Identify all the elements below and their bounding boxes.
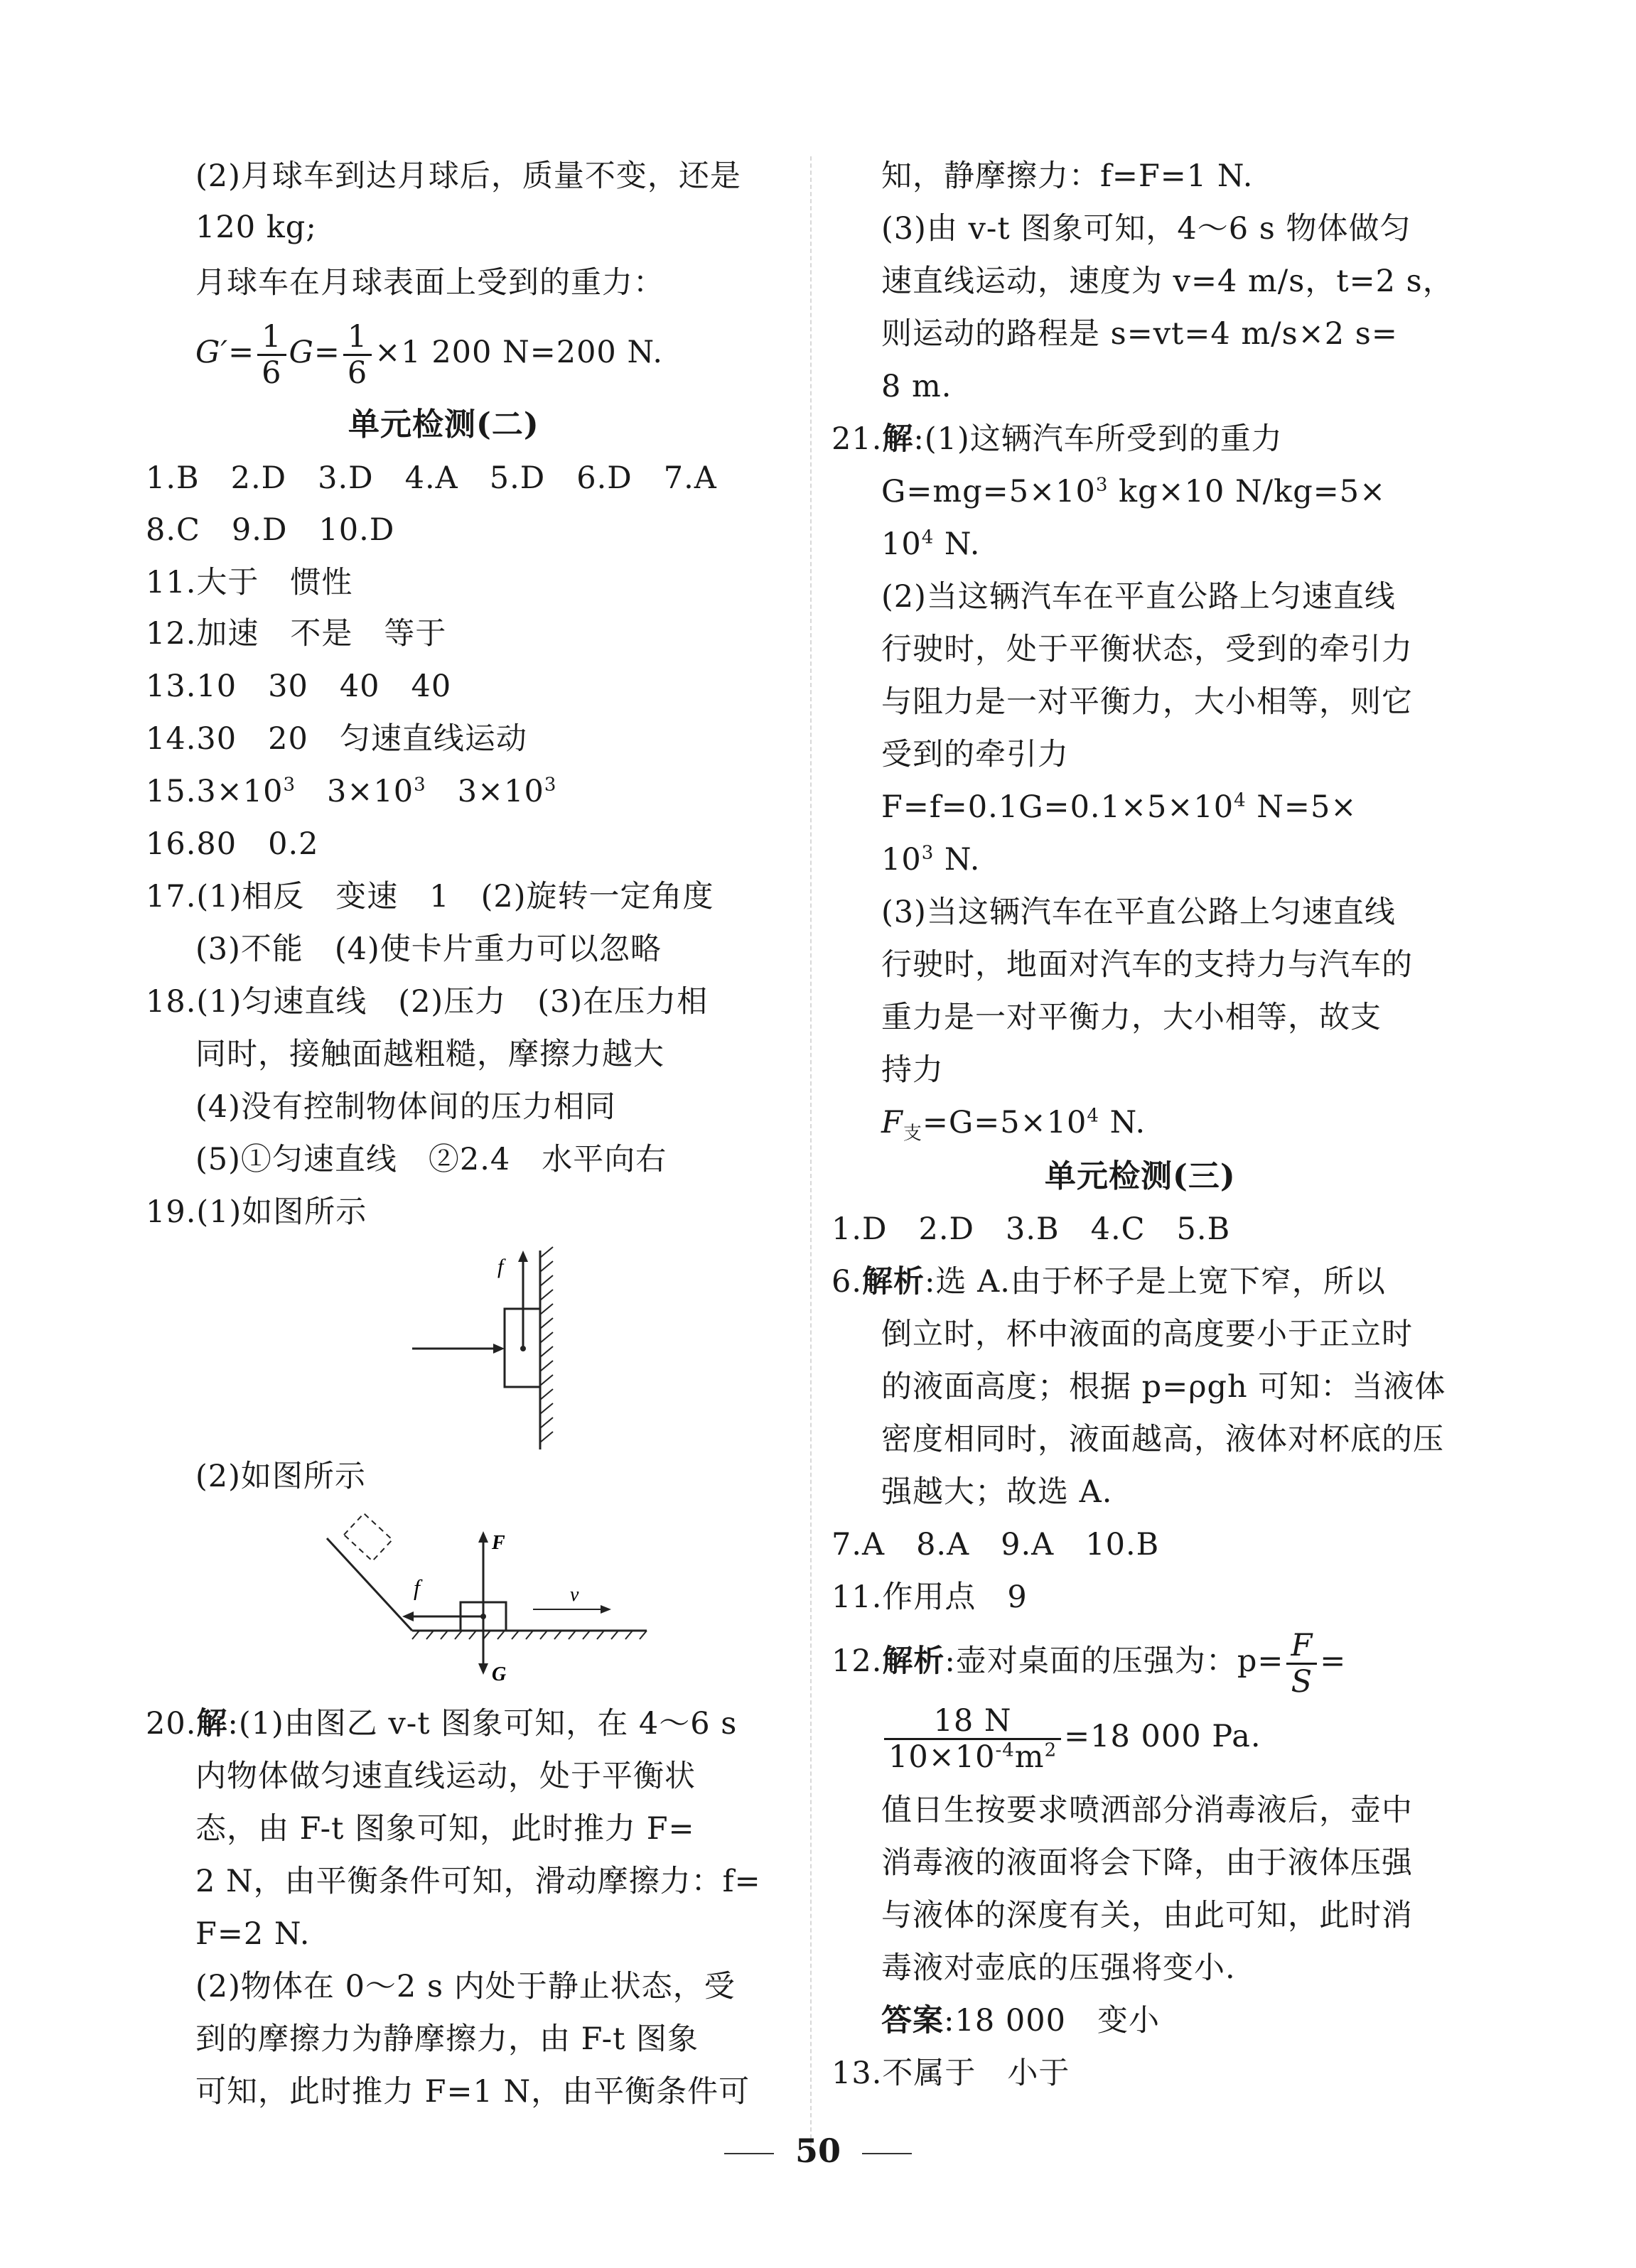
arrowhead <box>402 1611 414 1621</box>
fraction-numerator: F <box>1286 1629 1317 1665</box>
answer-line <box>832 1260 1386 1303</box>
answer-line: 到的摩擦力为静摩擦力，由 F-t 图象 <box>195 2021 699 2057</box>
answer-line: 1.D 2.D 3.B 4.C 5.B <box>832 1211 1231 1247</box>
label-v: v <box>570 1584 579 1606</box>
answer-part: :(1)由图乙 v-t 图象可知，在 4～6 s <box>227 1706 738 1742</box>
answer-line: (2)如图所示 <box>195 1459 366 1494</box>
fraction-denominator: 6 <box>347 355 368 391</box>
answer-line <box>832 418 1283 460</box>
right-column <box>810 0 1636 2268</box>
formula-gravity-moon <box>195 318 663 390</box>
question-number: 12. <box>832 1643 883 1679</box>
answer-line: 14.30 20 匀速直线运动 <box>146 721 527 757</box>
answer-part: F <box>881 1105 903 1140</box>
answer-line <box>881 523 980 566</box>
answer-part: 10 <box>881 526 922 562</box>
answer-line: (2)当这辆汽车在平直公路上匀速直线 <box>881 579 1396 615</box>
answer-part: 10 <box>881 842 922 878</box>
answer-line: 8 m. <box>881 369 952 404</box>
answer-line: (2)物体在 0～2 s 内处于静止状态，受 <box>195 1969 736 2004</box>
answer-part: F=f=0.1G=0.1×5×10 <box>881 789 1234 825</box>
force-diagram-incline <box>313 1510 654 1684</box>
exponent: 2 <box>1044 1739 1058 1761</box>
answer-line: 重力是一对平衡力，大小相等，故支 <box>881 1000 1382 1035</box>
answer-line: 7.A 8.A 9.A 10.B <box>832 1527 1160 1562</box>
answer-line: 同时，接触面越粗糙，摩擦力越大 <box>195 1037 664 1072</box>
answer-line: 密度相同时，液面越高，液体对杯底的压 <box>881 1422 1444 1457</box>
fraction-numerator: 1 <box>343 320 372 356</box>
answer-part: 15.3×10 <box>146 774 284 809</box>
answer-line: (5)①匀速直线 ②2.4 水平向右 <box>195 1142 667 1177</box>
answer-line: 则运动的路程是 s=vt=4 m/s×2 s= <box>881 316 1398 352</box>
label-f: f <box>497 1255 504 1278</box>
subscript: 支 <box>903 1123 922 1145</box>
answer-line: 内物体做匀速直线运动，处于平衡状 <box>195 1759 696 1794</box>
question-number: 6. <box>832 1264 863 1300</box>
fraction <box>884 1704 1061 1774</box>
wall-hatching <box>540 1247 553 1442</box>
fraction-denominator <box>884 1740 1061 1774</box>
answer-line: (3)当这辆汽车在平直公路上匀速直线 <box>881 895 1396 930</box>
answer-part: N. <box>934 842 981 878</box>
text-line: 120 kg; <box>195 210 317 245</box>
answer-line <box>881 1999 1160 2042</box>
answer-line <box>146 1702 737 1745</box>
exponent: 3 <box>921 842 935 864</box>
answer-line <box>881 786 1357 828</box>
answer-line: 与阻力是一对平衡力，大小相等，则它 <box>881 684 1413 720</box>
exponent: 4 <box>1234 789 1247 811</box>
fraction-numerator: 18 N <box>884 1704 1061 1740</box>
formula-part: ×1 200 N=200 N. <box>375 335 664 370</box>
label-f: f <box>414 1575 420 1600</box>
question-number: 21. <box>832 421 883 457</box>
answer-line: 2 N，由平衡条件可知，滑动摩擦力：f= <box>195 1864 761 1899</box>
dashed-block <box>344 1513 392 1561</box>
page-number <box>0 2132 1636 2170</box>
exponent: -4 <box>995 1739 1015 1761</box>
answer-part: =G=5×10 <box>922 1105 1087 1140</box>
fraction-denominator: 6 <box>262 355 282 391</box>
denominator-part: 10×10 <box>888 1739 996 1775</box>
page-number-dash <box>724 2153 774 2154</box>
answer-line: F=2 N. <box>195 1916 311 1952</box>
answer-part: = <box>1320 1643 1347 1679</box>
fraction <box>1286 1629 1317 1699</box>
answer-line: 18.(1)匀速直线 (2)压力 (3)在压力相 <box>146 984 709 1020</box>
answer-line: 12.加速 不是 等于 <box>146 616 447 652</box>
answer-line: 16.80 0.2 <box>146 826 319 862</box>
fraction <box>257 320 286 390</box>
answer-part: G=mg=5×10 <box>881 474 1096 509</box>
analysis-label: 解析 <box>862 1264 925 1300</box>
answer-line: 强越大；故选 A. <box>881 1474 1113 1510</box>
answer-line: 8.C 9.D 10.D <box>146 512 395 548</box>
answer-line: 11.大于 惯性 <box>146 565 353 600</box>
answer-line: (4)没有控制物体间的压力相同 <box>195 1089 616 1125</box>
exponent: 3 <box>414 774 426 796</box>
answer-line <box>146 770 556 813</box>
fraction <box>343 320 372 390</box>
answer-line: (3)由 v-t 图象可知，4～6 s 物体做匀 <box>881 211 1411 247</box>
answer-part: :18 000 变小 <box>944 2003 1160 2038</box>
answer-line: 速直线运动，速度为 v=4 m/s，t=2 s， <box>881 264 1454 299</box>
answer-label: 答案 <box>881 2003 944 2038</box>
answer-line: 行驶时，处于平衡状态，受到的牵引力 <box>881 632 1413 667</box>
force-diagram-wall <box>398 1243 569 1457</box>
analysis-label: 解析 <box>882 1643 945 1679</box>
arrowhead <box>478 1531 488 1543</box>
ground-hatching <box>412 1631 647 1639</box>
fraction-numerator: 1 <box>257 320 286 356</box>
solution-label: 解 <box>196 1706 228 1742</box>
denominator-part: m <box>1014 1739 1045 1775</box>
answer-part: N. <box>934 526 981 562</box>
answer-line <box>881 1702 1261 1774</box>
fraction-denominator: S <box>1291 1663 1313 1700</box>
label-G: G <box>492 1663 507 1684</box>
answer-part: :选 A.由于杯子是上宽下窄，所以 <box>925 1264 1386 1300</box>
answer-part: N=5× <box>1246 789 1357 825</box>
answer-part: 3×10 <box>426 774 544 809</box>
answer-part: N. <box>1099 1105 1146 1140</box>
answer-line: 受到的牵引力 <box>881 737 1069 772</box>
exponent: 3 <box>1095 474 1109 496</box>
answer-line: 19.(1)如图所示 <box>146 1194 367 1230</box>
answer-line: 的液面高度；根据 p=ρgh 可知：当液体 <box>881 1369 1446 1405</box>
label-F: F <box>492 1532 505 1554</box>
answer-line: 13.不属于 小于 <box>832 2056 1070 2091</box>
arrowhead <box>518 1251 528 1262</box>
question-number: 20. <box>146 1706 197 1742</box>
section-title: 单元检测(三) <box>1045 1158 1236 1194</box>
answer-line: 态，由 F-t 图象可知，此时推力 F= <box>195 1811 695 1847</box>
answer-line <box>832 1627 1346 1699</box>
exponent: 4 <box>1087 1105 1099 1127</box>
exponent: 4 <box>921 526 935 549</box>
arrowhead <box>493 1344 505 1354</box>
answer-line <box>881 1101 1146 1144</box>
answer-line: 可知，此时推力 F=1 N，由平衡条件可 <box>195 2074 750 2110</box>
section-title: 单元检测(二) <box>348 406 539 443</box>
page-number-dash <box>862 2153 912 2154</box>
answer-line: 11.作用点 9 <box>832 1580 1028 1615</box>
exponent: 3 <box>544 774 557 796</box>
incline-line <box>327 1538 412 1631</box>
answer-part: :壶对桌面的压强为：p= <box>945 1643 1284 1679</box>
answer-line: 毒液对壶底的压强将变小. <box>881 1950 1236 1986</box>
answer-part: :(1)这辆汽车所受到的重力 <box>913 421 1283 457</box>
answer-line: 消毒液的液面将会下降，由于液体压强 <box>881 1845 1413 1881</box>
answer-line: 倒立时，杯中液面的高度要小于正立时 <box>881 1317 1413 1352</box>
solution-label: 解 <box>882 421 914 457</box>
arrowhead <box>601 1605 611 1614</box>
answer-line: 值日生按要求喷洒部分消毒液后，壶中 <box>881 1793 1413 1828</box>
text-line: 月球车在月球表面上受到的重力： <box>195 265 664 301</box>
answer-line: 持力 <box>881 1052 944 1088</box>
exponent: 3 <box>283 774 296 796</box>
text-line: (2)月球车到达月球后，质量不变，还是 <box>195 158 741 194</box>
formula-part: G= <box>289 335 340 370</box>
answer-line: (3)不能 (4)使卡片重力可以忽略 <box>195 932 662 967</box>
page-number-text: 50 <box>795 2132 841 2170</box>
answer-part: kg×10 N/kg=5× <box>1108 474 1387 509</box>
arrowhead <box>478 1663 488 1675</box>
answer-line: 与液体的深度有关，由此可知，此时消 <box>881 1898 1413 1933</box>
answer-line <box>881 470 1386 513</box>
answer-part: =18 000 Pa. <box>1064 1719 1261 1754</box>
answer-line <box>881 838 980 881</box>
answer-line: 13.10 30 40 40 <box>146 669 452 704</box>
formula-part: G′= <box>195 335 255 370</box>
answer-line: 1.B 2.D 3.D 4.A 5.D 6.D 7.A <box>146 460 717 496</box>
answer-line: 17.(1)相反 变速 1 (2)旋转一定角度 <box>146 879 714 914</box>
answer-part: 3×10 <box>296 774 414 809</box>
answer-line: 知，静摩擦力：f=F=1 N. <box>881 158 1254 194</box>
left-column <box>0 0 810 2268</box>
answer-line: 行驶时，地面对汽车的支持力与汽车的 <box>881 947 1413 983</box>
